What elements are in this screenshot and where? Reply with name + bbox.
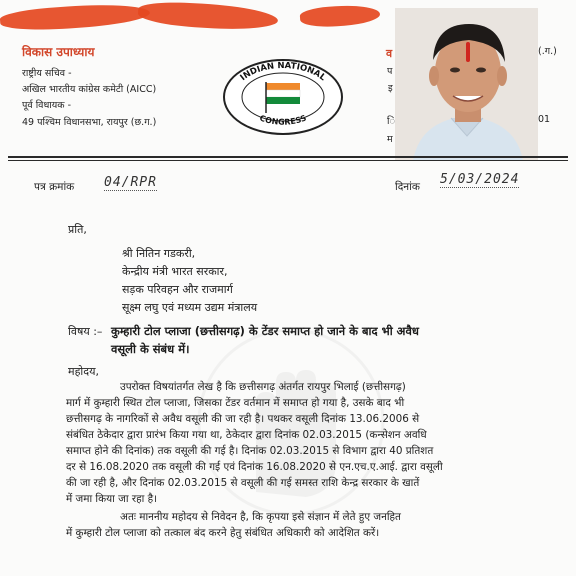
subject-label: विषय :– [68,325,103,338]
right-fragment-7: म [387,134,393,145]
body-line-4: संबंधित ठेकेदार द्वारा प्रारंभ किया गया था, ठेकेदार द्वारा दिनांक 02.03.2015 (कन्सेशन अवधि [66,429,427,441]
body-line-8: में जमा किया जा रहा है। [66,493,158,505]
body-line-9: अतः माननीय महोदय से निवेदन है, कि कृपया इसे संज्ञान में लेते हुए जनहित [120,511,401,523]
header-rule-thick [8,156,568,158]
congress-logo [222,58,344,136]
body-line-6: दर से 16.08.2020 तक वसूली की गई एवं दिनांक 16.08.2020 से एन.एच.ए.आई. द्वारा वसूली [66,461,443,473]
right-fragment-4: इ [388,83,393,94]
right-fragment-3: प [387,66,393,77]
body-line-7: की जा रही है, और दिनांक 02.03.2015 से वसूली की गई समस्त राशि केन्द्र सरकार के खातें [66,477,420,489]
brush-stroke-1 [0,1,151,33]
body-line-5: समाप्त होने की दिनांक) तक वसूली की गई है। दिनांक 02.03.2015 से विभाग द्वारा 40 प्रतिशत [66,445,434,457]
date-value: 5/03/2024 [440,172,520,187]
body-line-10: में कुम्हारी टोल प्लाजा को तत्काल बंद करने हेतु संबंधित अधिकारी को आदेशित करें। [66,527,380,539]
greeting: महोदय, [68,365,99,378]
brush-stroke-3 [299,3,380,29]
logo-text-top: INDIAN NATIONAL [238,60,328,84]
right-fragment-1: व [386,47,393,60]
recipient-line-3: सड़क परिवहन और राजमार्ग [122,283,233,296]
sender-designation-1: राष्ट्रीय सचिव - [22,68,72,79]
date-label: दिनांक [395,181,420,193]
logo-text-bottom: CONGRESS [258,113,308,127]
body-line-2: मार्ग में कुम्हारी स्थित टोल प्लाजा, जिसका टेंडर वर्तमान में समाप्त हो गया है, उसके बाद भी [66,397,405,409]
body-line-1: उपरोक्त विषयांतर्गत लेख है कि छत्तीसगढ़ अंतर्गत रायपुर भिलाई (छत्तीसगढ़) [120,381,406,393]
header-rule-thin [8,160,568,161]
reference-label: पत्र क्रमांक [34,181,75,193]
right-fragment-5: ि [387,116,396,127]
sender-name: विकास उपाध्याय [22,45,95,59]
recipient-name: श्री नितिन गडकरी, [122,247,196,260]
subject-line-2: वसूली के संबंध में। [111,342,190,356]
recipient-line-2: केन्द्रीय मंत्री भारत सरकार, [122,265,228,278]
right-fragment-6: 01 [538,114,551,125]
right-fragment-2: (.ग.) [538,46,557,57]
reference-number: 04/RPR [104,175,157,190]
recipient-line-4: सूक्ष्म लघु एवं मध्यम उद्यम मंत्रालय [122,301,258,314]
sender-portrait-photo [395,8,538,161]
body-line-3: छत्तीसगढ़ के नागरिकों से अवैध वसूली की जा रही है। पथकर वसूली दिनांक 13.06.2006 से [66,413,420,425]
sender-designation-4: 49 पश्चिम विधानसभा, रायपुर (छ.ग.) [22,117,157,128]
subject-line-1: कुम्हारी टोल प्लाजा (छत्तीसगढ़) के टेंडर समाप्त हो जाने के बाद भी अवैध [111,324,419,338]
sender-designation-2: अखिल भारतीय कांग्रेस कमेटी (AICC) [22,84,157,95]
brush-stroke-2 [137,0,278,31]
sender-designation-3: पूर्व विधायक - [22,100,71,111]
salutation: प्रति, [68,223,87,236]
